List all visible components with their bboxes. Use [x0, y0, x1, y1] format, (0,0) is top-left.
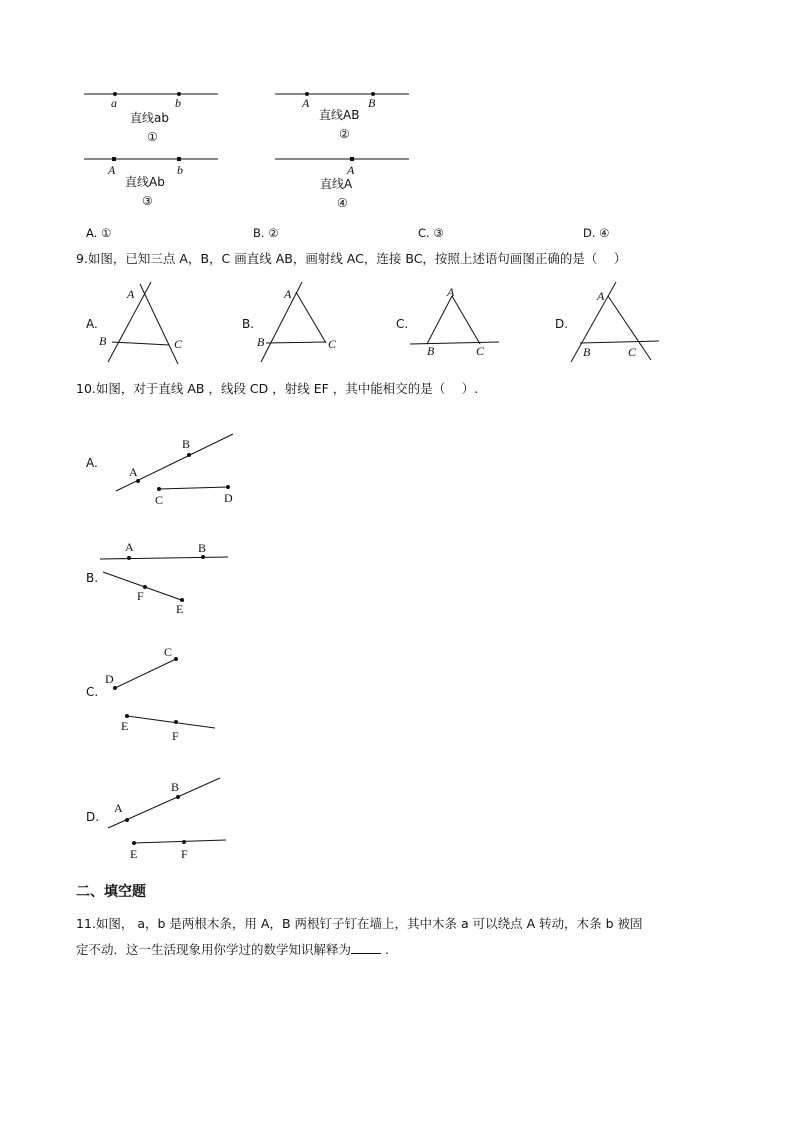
option-c-label[interactable]: C.	[396, 317, 409, 331]
option-a-label[interactable]: A.	[86, 456, 98, 470]
figure-number: ③	[142, 194, 153, 208]
q9-stem: 9.如图，已知三点 A，B，C 画直线 AB，画射线 AC，连接 BC，按照上述语句画图正确的是（ ）	[76, 251, 627, 266]
svg-text:A: A	[114, 801, 123, 815]
q11-line2	[76, 941, 389, 958]
figure-number: ④	[337, 196, 348, 210]
svg-text:D: D	[224, 491, 233, 505]
svg-text:A: A	[284, 287, 292, 301]
svg-text:B: B	[99, 334, 107, 348]
svg-text:B: B	[182, 437, 191, 451]
q10-stem: 10.如图，对于直线 AB ，线段 CD ，射线 EF ，其中能相交的是（ ）.	[76, 381, 479, 396]
point-label: b	[175, 96, 181, 110]
svg-text:A: A	[127, 287, 135, 301]
svg-text:F: F	[181, 847, 188, 861]
svg-text:C: C	[328, 337, 337, 351]
svg-text:A: A	[447, 285, 455, 299]
svg-text:C: C	[155, 493, 164, 507]
option-b-label[interactable]: B.	[242, 317, 255, 331]
svg-text:F: F	[137, 589, 144, 603]
svg-text:A: A	[129, 465, 138, 479]
q11-end: .	[385, 942, 389, 957]
point-label: a	[111, 96, 117, 110]
option-d-label[interactable]: D.	[86, 810, 100, 824]
svg-text:B: B	[257, 335, 265, 349]
option-c-label[interactable]: C.	[86, 685, 99, 699]
q11-line1: 11.如图， a，b 是两根木条，用 A，B 两根钉子钉在墙上，其中木条 a 可以绕点 A 转动，木条 b 被固	[76, 916, 643, 931]
option-b[interactable]: B. ②	[253, 226, 279, 240]
figure-caption: 直线Ab	[125, 175, 165, 189]
svg-text:C: C	[174, 337, 183, 351]
figure-caption: 直线ab	[130, 111, 169, 125]
point-label: A	[302, 96, 310, 110]
point-label: A	[347, 163, 355, 177]
svg-text:B: B	[171, 780, 180, 794]
svg-text:B: B	[427, 344, 435, 358]
figure-caption: 直线AB	[319, 108, 360, 122]
svg-text:E: E	[121, 719, 129, 733]
figure-number: ②	[339, 127, 350, 141]
point-label: A	[108, 163, 116, 177]
section-title: 二、填空题	[76, 884, 146, 900]
point-label: B	[368, 96, 376, 110]
svg-text:A: A	[597, 289, 605, 303]
svg-text:E: E	[130, 847, 138, 861]
option-b-label[interactable]: B.	[86, 571, 99, 585]
svg-text:E: E	[176, 602, 184, 616]
svg-text:C: C	[476, 344, 485, 358]
svg-text:A: A	[125, 540, 134, 554]
q11-text: 定不动．这一生活现象用你学过的数学知识解释为	[76, 942, 352, 957]
svg-text:F: F	[172, 729, 179, 743]
option-a-label[interactable]: A.	[86, 317, 98, 331]
figure-caption: 直线A	[320, 177, 353, 191]
option-d-label[interactable]: D.	[555, 317, 569, 331]
svg-text:C: C	[164, 645, 173, 659]
svg-text:B: B	[198, 541, 207, 555]
figure-number: ①	[147, 130, 158, 144]
answer-blank[interactable]	[351, 941, 381, 954]
option-c[interactable]: C. ③	[418, 226, 444, 240]
svg-text:C: C	[628, 345, 637, 359]
svg-text:B: B	[583, 345, 591, 359]
option-d[interactable]: D. ④	[583, 226, 610, 240]
point-label: b	[177, 163, 183, 177]
svg-text:D: D	[105, 672, 114, 686]
option-a[interactable]: A. ①	[86, 226, 112, 240]
